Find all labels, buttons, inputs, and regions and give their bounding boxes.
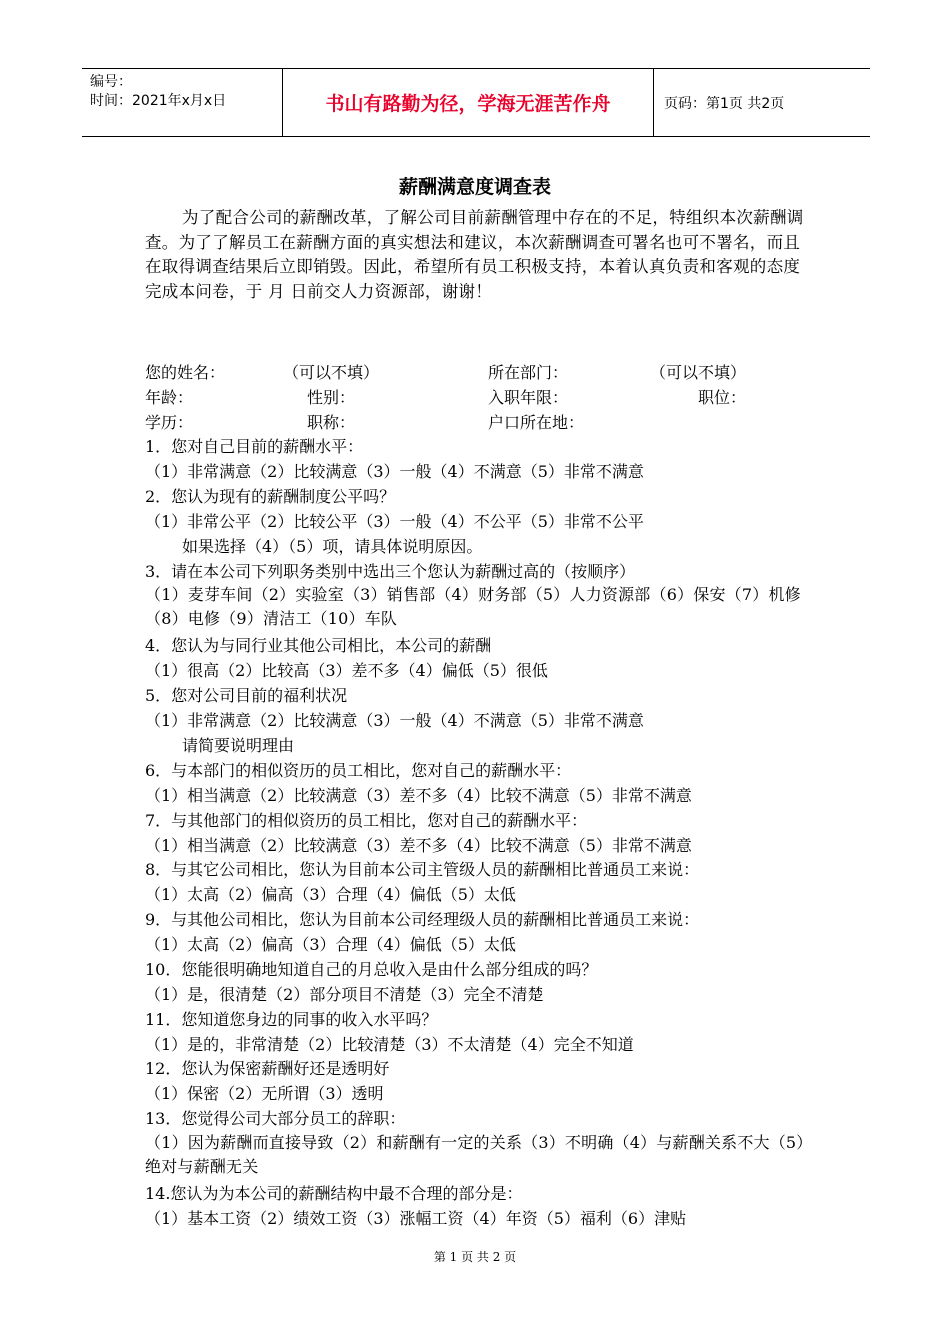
tenure-label: 入职年限： [488, 388, 569, 407]
position-label: 职位： [698, 388, 747, 407]
dept-note: （可以不填） [650, 363, 747, 382]
fields-row-1 [0, 360, 950, 384]
document-title: 薪酬满意度调查表 [398, 176, 551, 198]
question-5: 5．您对公司目前的福利状况 [145, 686, 348, 705]
question-5-note: 请简要说明理由 [182, 736, 295, 755]
question-13-options: （1）因为薪酬而直接导致（2）和薪酬有一定的关系（3）不明确（4）与薪酬关系不大（5）绝对与薪酬无关 [145, 1133, 805, 1176]
question-10: 10．您能很明确地知道自己的月总收入是由什么部分组成的吗？ [145, 960, 598, 979]
question-6: 6．与本部门的相似资历的员工相比，您对自己的薪酬水平： [145, 761, 572, 780]
question-14: 14.您认为为本公司的薪酬结构中最不合理的部分是： [145, 1184, 523, 1203]
question-4: 4．您认为与同行业其他公司相比，本公司的薪酬 [145, 636, 492, 655]
question-14-options: （1）基本工资（2）绩效工资（3）涨幅工资（4）年资（5）福利（6）津贴 [145, 1209, 687, 1228]
question-11: 11．您知道您身边的同事的收入水平吗？ [145, 1010, 438, 1029]
question-4-options: （1）很高（2）比较高（3）差不多（4）偏低（5）很低 [145, 661, 548, 680]
question-9: 9．与其他公司相比，您认为目前本公司经理级人员的薪酬相比普通员工来说： [145, 910, 700, 929]
question-8: 8．与其它公司相比，您认为目前本公司主管级人员的薪酬相比普通员工来说： [145, 860, 700, 879]
header-meta [82, 69, 282, 136]
question-2-note: 如果选择（4）（5）项，请具体说明原因。 [182, 537, 483, 556]
fields-row-2 [0, 385, 950, 409]
header-motto: 书山有路勤为径，学海无涯苦作舟 [282, 69, 654, 136]
question-5-options: （1）非常满意（2）比较满意（3）一般（4）不满意（5）非常不满意 [145, 711, 644, 730]
time-label: 时间：2021年x月x日 [90, 93, 227, 109]
page-header [82, 68, 870, 137]
fields-row-3 [0, 410, 950, 434]
question-3: 3．请在本公司下列职务类别中选出三个您认为薪酬过高的（按顺序） [145, 562, 636, 581]
intro-paragraph: 为了配合公司的薪酬改革，了解公司目前薪酬管理中存在的不足，特组织本次薪酬调查。为了了解员工在薪酬方面的真实想法和建议，本次薪酬调查可署名也可不署名，而且在取得调查结果后立即销毁。因此，希望所有员工积极支持，本着认真负责和客观的态度完成本问卷，于 月 日前交人力资源部，谢谢！ [145, 208, 804, 301]
question-3-options: （1）麦芽车间（2）实验室（3）销售部（4）财务部（5）人力资源部（6）保安（7）机修（8）电修（9）清洁工（10）车队 [145, 585, 801, 628]
page-footer: 第 1 页 共 2 页 [433, 1250, 517, 1264]
question-7: 7．与其他部门的相似资历的员工相比，您对自己的薪酬水平： [145, 811, 588, 830]
age-label: 年龄： [145, 388, 194, 407]
question-9-options: （1）太高（2）偏高（3）合理（4）偏低（5）太低 [145, 935, 516, 954]
education-label: 学历： [145, 413, 194, 432]
question-2: 2．您认为现有的薪酬制度公平吗？ [145, 487, 396, 506]
question-2-options: （1）非常公平（2）比较公平（3）一般（4）不公平（5）非常不公平 [145, 512, 644, 531]
title-label: 职称： [307, 413, 356, 432]
header-page-info: 页码：第1页 共2页 [664, 95, 785, 112]
question-11-options: （1）是的，非常清楚（2）比较清楚（3）不太清楚（4）完全不知道 [145, 1035, 634, 1054]
name-note: （可以不填） [283, 363, 380, 382]
question-1: 1．您对自己目前的薪酬水平： [145, 437, 364, 456]
question-1-options: （1）非常满意（2）比较满意（3）一般（4）不满意（5）非常不满意 [145, 462, 644, 481]
question-10-options: （1）是，很清楚（2）部分项目不清楚（3）完全不清楚 [145, 985, 544, 1004]
dept-label: 所在部门： [488, 363, 569, 382]
question-8-options: （1）太高（2）偏高（3）合理（4）偏低（5）太低 [145, 885, 516, 904]
question-12: 12．您认为保密薪酬好还是透明好 [145, 1059, 390, 1078]
question-13: 13．您觉得公司大部分员工的辞职： [145, 1109, 406, 1128]
number-label: 编号： [90, 74, 132, 90]
question-6-options: （1）相当满意（2）比较满意（3）差不多（4）比较不满意（5）非常不满意 [145, 786, 692, 805]
gender-label: 性别： [307, 388, 356, 407]
question-7-options: （1）相当满意（2）比较满意（3）差不多（4）比较不满意（5）非常不满意 [145, 836, 692, 855]
hukou-label: 户口所在地： [488, 413, 585, 432]
name-label: 您的姓名： [145, 363, 226, 382]
question-12-options: （1）保密（2）无所谓（3）透明 [145, 1084, 384, 1103]
